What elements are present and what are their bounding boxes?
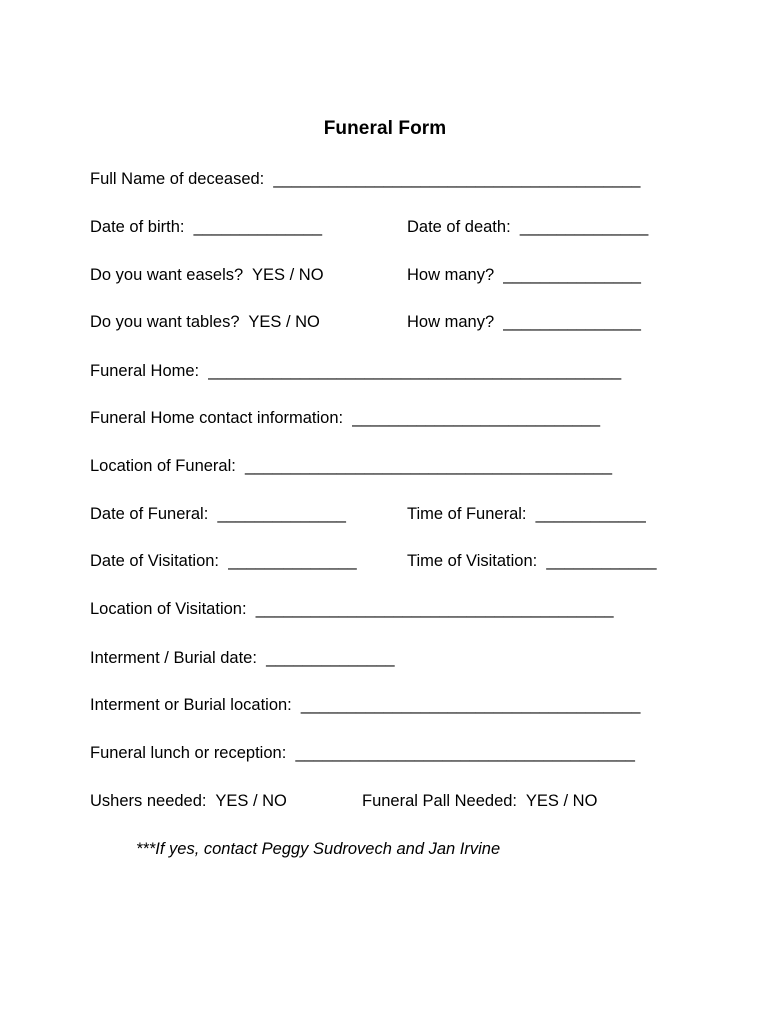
location-of-visitation-field[interactable]: Location of Visitation: _______________________________________ [90,600,614,618]
full-name-field[interactable]: Full Name of deceased: ________________________________________ [90,170,641,188]
tables-count-field[interactable]: How many? _______________ [407,313,641,331]
funeral-pall-question[interactable]: Funeral Pall Needed: YES / NO [362,792,598,810]
location-of-funeral-field[interactable]: Location of Funeral: ________________________________________ [90,457,613,475]
interment-location-field[interactable]: Interment or Burial location: _____________________________________ [90,696,641,714]
tables-question[interactable]: Do you want tables? YES / NO [90,313,320,331]
time-of-visitation-field[interactable]: Time of Visitation: ____________ [407,552,657,570]
date-of-death-field[interactable]: Date of death: ______________ [407,218,649,236]
date-of-visitation-field[interactable]: Date of Visitation: ______________ [90,552,357,570]
funeral-lunch-field[interactable]: Funeral lunch or reception: _____________________________________ [90,744,635,762]
easels-question[interactable]: Do you want easels? YES / NO [90,266,324,284]
date-of-funeral-field[interactable]: Date of Funeral: ______________ [90,505,346,523]
time-of-funeral-field[interactable]: Time of Funeral: ____________ [407,505,646,523]
easels-count-field[interactable]: How many? _______________ [407,266,641,284]
funeral-home-contact-field[interactable]: Funeral Home contact information: ___________________________ [90,409,601,427]
date-of-birth-field[interactable]: Date of birth: ______________ [90,218,323,236]
contact-note: ***If yes, contact Peggy Sudrovech and Jan Irvine [136,840,501,858]
ushers-question[interactable]: Ushers needed: YES / NO [90,792,287,810]
interment-date-field[interactable]: Interment / Burial date: ______________ [90,649,395,667]
form-title: Funeral Form [323,118,447,139]
funeral-home-field[interactable]: Funeral Home: _____________________________________________ [90,362,622,380]
